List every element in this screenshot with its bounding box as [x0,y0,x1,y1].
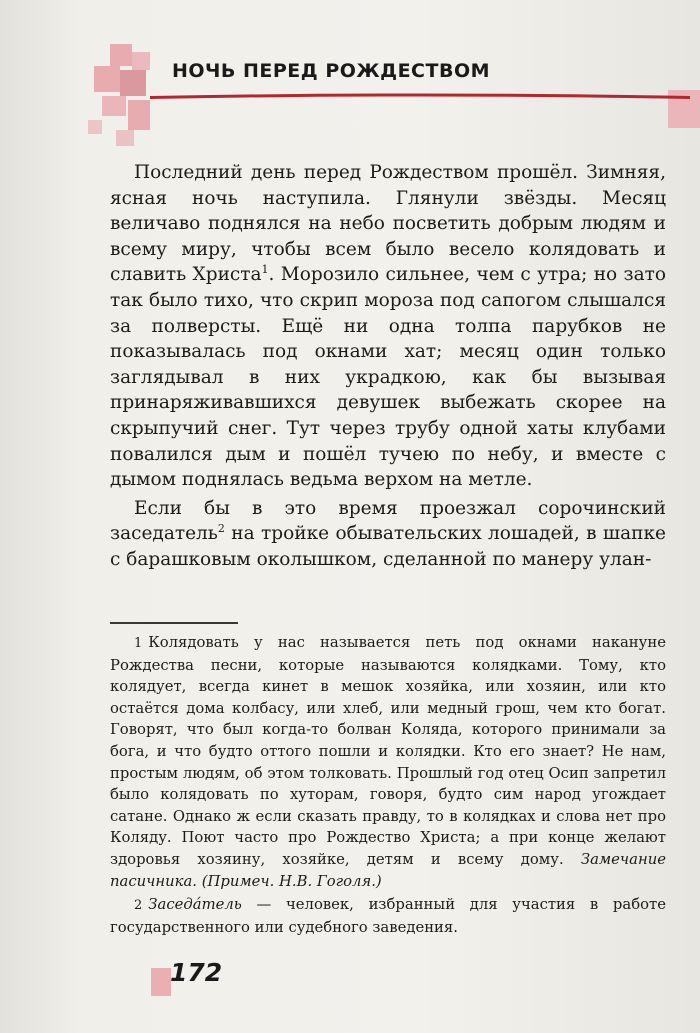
footnote-marker: 2 [217,522,225,536]
title-rule [150,92,690,100]
footnotes [110,632,666,938]
page-number-ornament [151,968,171,996]
footnote-attribution: Замечание пасичника. (Примеч. Н.В. Гоголя.) [110,850,666,890]
footnote: 1 Колядовать у нас называется петь под окнами накануне Рождества песни, которые называются колядками. Тому, кто колядует, всегда кинет в мешок хозяйка, или хозяин, или кто остаётся дома колбасу, или хлеб, или медный грош, чем кто богат. Говорят, что был когда-то болван Коляда, которого принимали за бога, и что будто оттого пошли и колядки. Кто его знает? Не нам, простым людям, об этом толковать. Прошлый год отец Осип запретил было колядовать по хуторам, говоря, будто сим народ угождает сатане. Однако ж если сказать правду, то в колядках и слова нет про Коляду. Поют часто про Рождество Христа; а при конце желают здоровья хозяину, хозяйке, детям и всему дому. Замечание пасичника. (Примеч. Н.В. Гоголя.) [110,634,666,890]
chapter-title: НОЧЬ ПЕРЕД РОЖДЕСТВОМ [172,60,491,82]
footnote-marker: 1 [261,263,269,277]
paragraph: Последний день перед Рождеством прошёл. Зимняя, ясная ночь наступила. Глянули звёзды. Месяц величаво поднялся на небо посветить добрым людям и всему миру, чтобы всем было весело колядовать и славить Христа$^1$. Морозило сильнее, чем с утра; но зато так было тихо, что скрип мороза под сапогом слышался за полверсты. Ещё ни одна толпа парубков не показывалась под окнами хат; месяц один только заглядывал в них украдкою, как бы вызывая принаряживавшихся девушек выбежать скорее на скрыпучий снег. Тут через трубу одной хаты клубами повалился дым и пошёл тучею по небу, и вместе с дымом поднялась ведьма верхом на метле. [110,162,667,491]
paragraph: Если бы в это время проезжал сорочинский заседатель$^2$ на тройке обывательских лошадей, в шапке с барашковым околышком, сделанной по манеру улан- [110,497,666,570]
page-number: 172 [170,958,223,987]
footnote-divider [110,622,238,624]
footnote-term: Заседáтель [148,896,242,914]
footnote: 2 Заседáтель — человек, избранный для участия в работе государственного или судебного заведения. [110,896,666,936]
main-text [110,160,666,573]
